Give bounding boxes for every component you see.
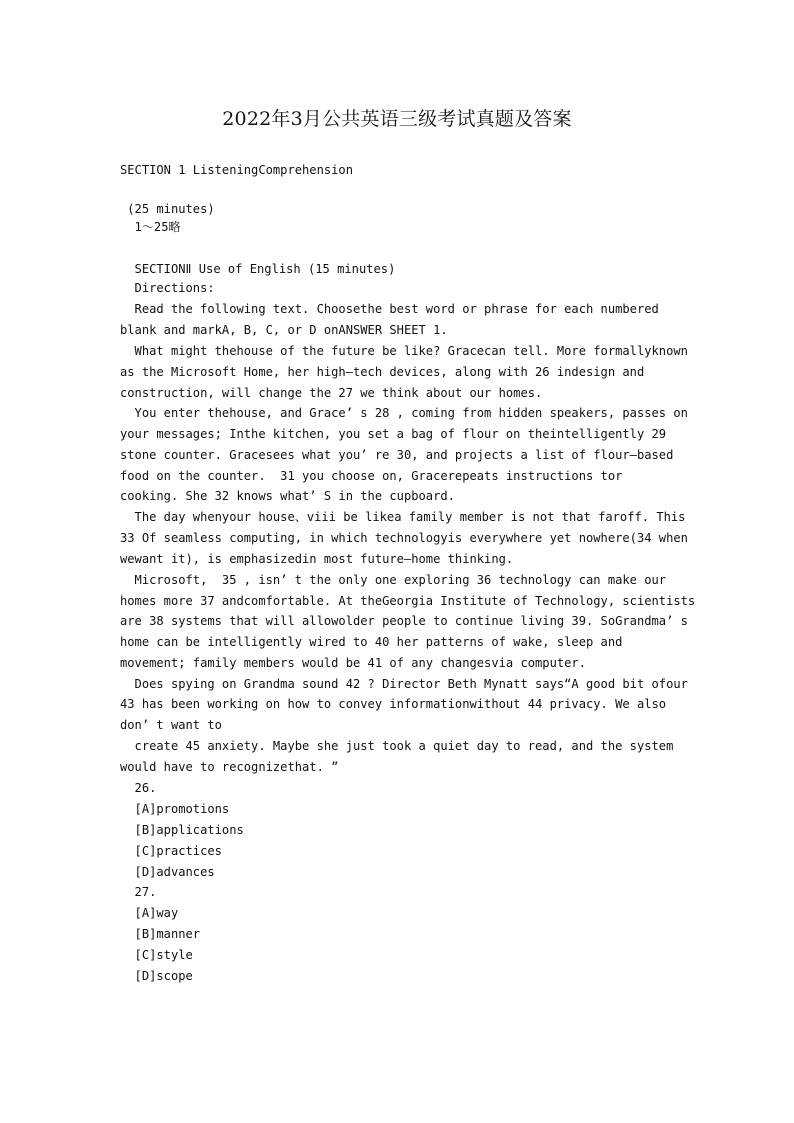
section-heading-use-of-english: SECTIONⅡ Use of English (15 minutes) xyxy=(120,262,396,276)
text-line: The day whenyour house、viii be likea family member is not that faroff. This xyxy=(120,510,686,524)
text-line: Does spying on Grandma sound 42 ? Director Beth Mynatt says“A good bit ofour xyxy=(120,677,688,691)
text-line: stone counter. Gracesees what you’ re 30, and projects a list of flour—based xyxy=(120,448,674,462)
text-line: wewant it), is emphasizedin most future—home thinking. xyxy=(120,552,514,566)
text-line: are 38 systems that will allowolder people to continue living 39. SoGrandma’ s xyxy=(120,614,688,628)
answer-option: [D]advances xyxy=(120,865,215,879)
text-line: What might thehouse of the future be like? Gracecan tell. More formallyknown xyxy=(120,344,688,358)
answer-option: [B]applications xyxy=(120,823,244,837)
answer-option: [C]style xyxy=(120,948,193,962)
text-line: create 45 anxiety. Maybe she just took a quiet day to read, and the system xyxy=(120,739,674,753)
text-line: would have to recognizethat. ” xyxy=(120,760,339,774)
text-line: cooking. She 32 knows what’ S in the cupboard. xyxy=(120,489,455,503)
answer-option: [B]manner xyxy=(120,927,201,941)
text-line: movement; family members would be 41 of any changesvia computer. xyxy=(120,656,586,670)
text-line: don’ t want to xyxy=(120,718,222,732)
answer-option: [D]scope xyxy=(120,969,193,983)
text-line: Read the following text. Choosethe best word or phrase for each numbered xyxy=(120,302,659,316)
question-number: 27. xyxy=(120,885,157,899)
text-line: construction, will change the 27 we think about our homes. xyxy=(120,386,543,400)
text-line: 1～25略 xyxy=(120,220,181,234)
question-number: 26. xyxy=(120,781,157,795)
text-line: food on the counter. 31 you choose on, Gracerepeats instructions tor xyxy=(120,469,623,483)
directions-label: Directions: xyxy=(120,281,215,295)
text-line: as the Microsoft Home, her high—tech devices, along with 26 indesign and xyxy=(120,365,645,379)
text-line: your messages; Inthe kitchen, you set a bag of flour on theintelligently 29 xyxy=(120,427,667,441)
section-heading-listening: SECTION 1 ListeningComprehension xyxy=(120,163,353,177)
answer-option: [C]practices xyxy=(120,844,222,858)
answer-option: [A]promotions xyxy=(120,802,230,816)
answer-option: [A]way xyxy=(120,906,179,920)
text-line: 43 has been working on how to convey informationwithout 44 privacy. We also xyxy=(120,697,667,711)
text-line: Microsoft, 35 , isn’ t the only one exploring 36 technology can make our xyxy=(120,573,667,587)
text-line: You enter thehouse, and Grace’ s 28 , coming from hidden speakers, passes on xyxy=(120,406,688,420)
text-line: (25 minutes) xyxy=(120,202,215,216)
text-line: home can be intelligently wired to 40 her patterns of wake, sleep and xyxy=(120,635,623,649)
document-title: 2022年3月公共英语三级考试真题及答案 xyxy=(222,108,572,130)
text-line: homes more 37 andcomfortable. At theGeorgia Institute of Technology, scientists xyxy=(120,594,696,608)
text-line: 33 Of seamless computing, in which technologyis everywhere yet nowhere(34 when xyxy=(120,531,688,545)
text-line: blank and markA, B, C, or D onANSWER SHEET 1. xyxy=(120,323,448,337)
